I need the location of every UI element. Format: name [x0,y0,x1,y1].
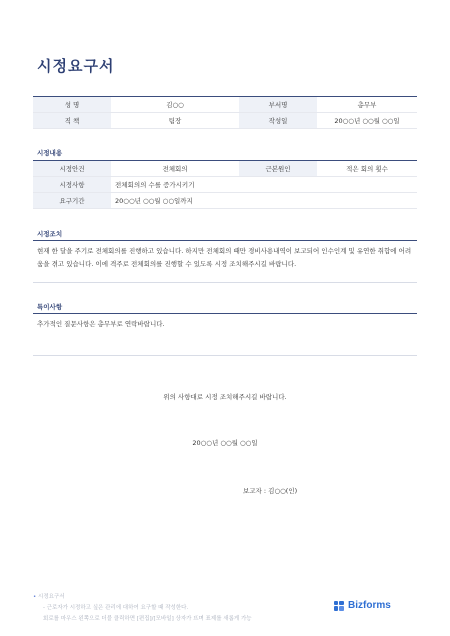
footer-line: • 시정요구서 [33,594,65,600]
date-written-label: 작성일 [239,113,317,129]
content-table [33,160,417,209]
table-row [33,177,417,193]
correction-label: 시정사항 [33,177,111,193]
bullet-icon: • [33,594,37,600]
bizforms-logo-icon [334,601,344,611]
info-table [33,96,417,129]
table-row [33,97,417,113]
position-label: 직 책 [33,113,111,129]
root-cause-label: 근본원인 [239,161,317,177]
footer-line: 회로를 마우스 왼쪽으로 더블 클릭하면 [편집]/[모바일] 상자가 뜨며 표제를 새롭게 가능 [43,616,252,622]
bizforms-logo [334,600,391,611]
period-value: 20○○년 ○○월 ○○일까지 [111,193,417,209]
footer-note [33,592,252,625]
footer-line: - 근로자가 시정하고 싶은 관리에 대하여 요구할 때 작성한다. [43,605,189,611]
name-label: 성 명 [33,97,111,113]
period-label: 요구기간 [33,193,111,209]
signing-date: 20○○년 ○○월 ○○일 [192,439,258,447]
name-value: 김○○ [111,97,239,113]
reporter-signature: 보고자 : 김○○(인) [243,487,298,495]
position-value: 팀장 [111,113,239,129]
root-cause-value: 적은 회의 횟수 [317,161,417,177]
agenda-value: 전체회의 [111,161,239,177]
section-heading-content: 시정내용 [37,149,63,157]
section-heading-action: 시정조치 [37,230,63,238]
department-label: 부서명 [239,97,317,113]
table-row [33,113,417,129]
agenda-label: 시정안건 [33,161,111,177]
notes-text: 추가적인 질문사항은 총무부로 연락바랍니다. [33,313,417,356]
closing-statement: 위의 사항대로 시정 조치해주시길 바랍니다. [163,393,287,401]
department-value: 총무부 [317,97,417,113]
action-text: 현재 한 달을 주기로 전체회의를 진행하고 있습니다. 하지만 전체회의 때만 경비사용내역이 보고되어 인수인계 및 유연한 취합에 어려움을 겪고 있습니다. 이에 격주로 전체회의를 진행할 수 있도록 시정 조치해주시길 바랍니다. [33,240,417,283]
table-row [33,193,417,209]
table-row [33,161,417,177]
section-heading-notes: 특이사항 [37,303,63,311]
logo-text: Bizforms [348,600,391,611]
correction-value: 전체회의의 수를 증가시키기 [111,177,417,193]
document-title: 시정요구서 [37,57,115,75]
date-written-value: 20○○년 ○○월 ○○일 [317,113,417,129]
